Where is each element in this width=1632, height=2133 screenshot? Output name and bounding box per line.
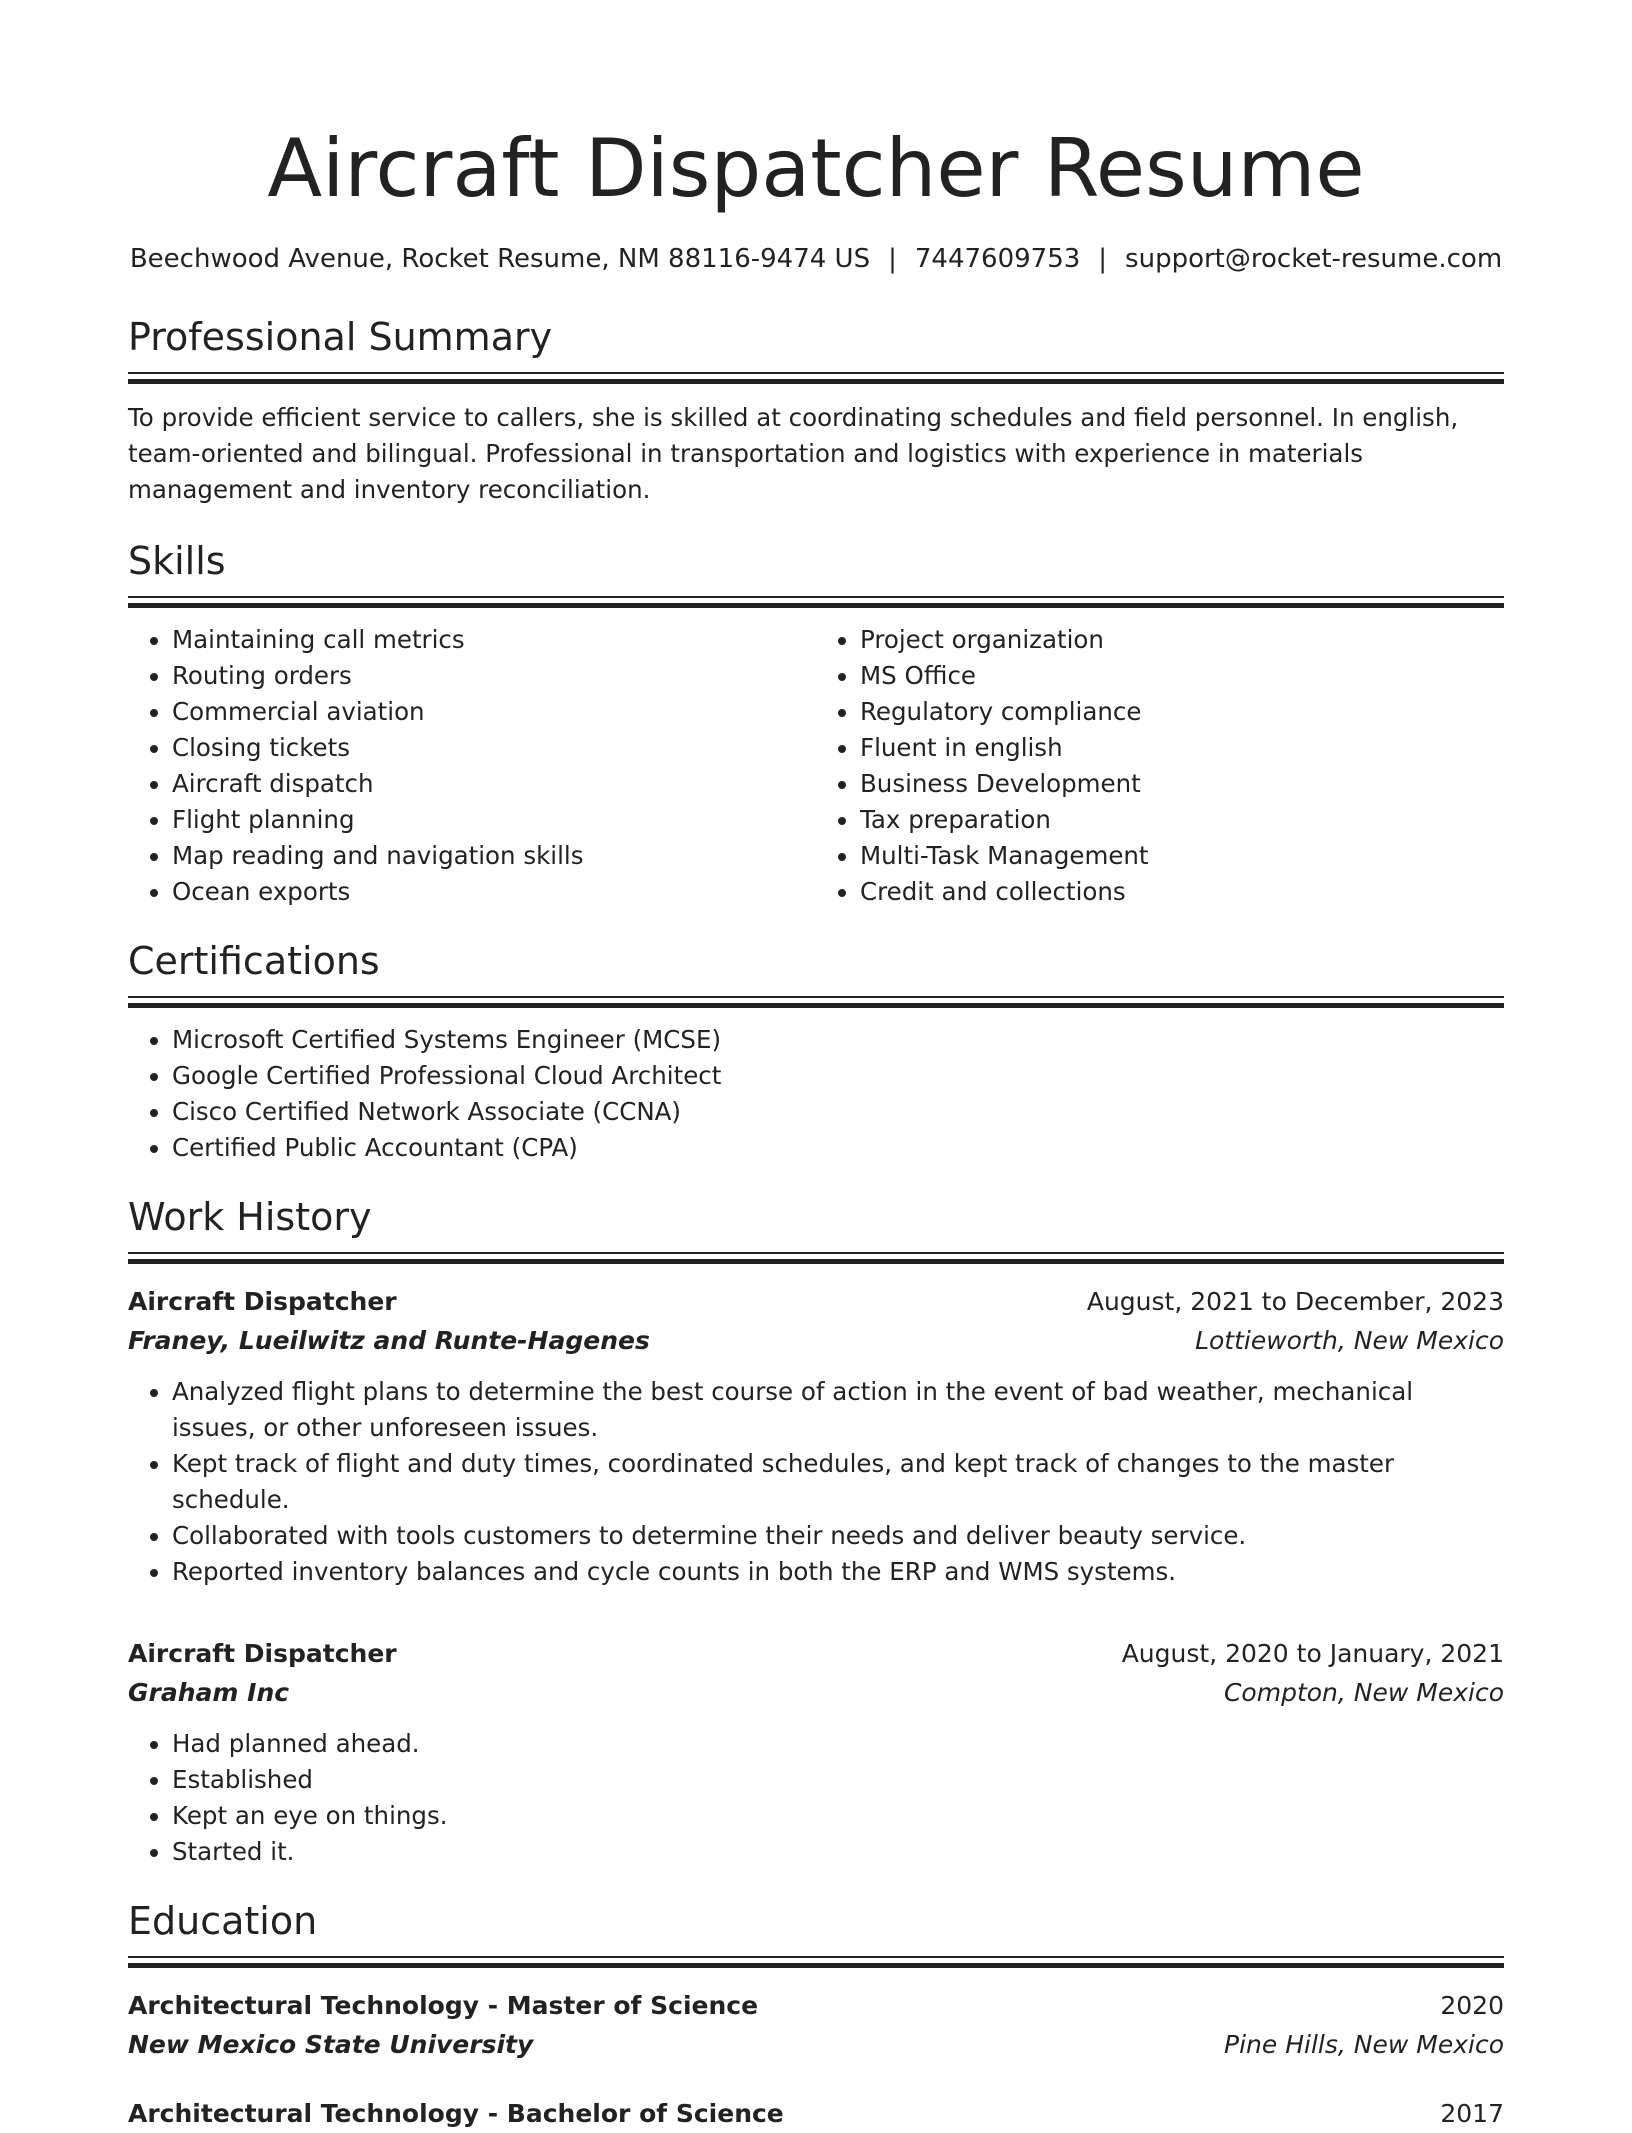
section-professional-summary xyxy=(128,314,1504,508)
job-dates: August, 2020 to January, 2021 xyxy=(1121,1639,1504,1668)
list-item: • Reported inventory balances and cycle counts in both the ERP and WMS systems. xyxy=(172,1554,1504,1590)
list-item: • Closing tickets xyxy=(172,730,816,766)
list-item: • Cisco Certified Network Associate (CCNA) xyxy=(172,1094,1504,1130)
list-item: • Map reading and navigation skills xyxy=(172,838,816,874)
resume-title: Aircraft Dispatcher Resume xyxy=(267,122,1365,215)
section-title: Certifications xyxy=(128,939,380,983)
education-year: 2017 xyxy=(1440,2099,1504,2128)
section-certifications xyxy=(128,938,1504,1166)
contact-separator: | xyxy=(1098,244,1108,274)
job-company: Graham Inc xyxy=(128,1678,290,1707)
job-company: Franey, Lueilwitz and Runte-Hagenes xyxy=(128,1326,650,1355)
list-item: • Aircraft dispatch xyxy=(172,766,816,802)
contact-email: support@rocket-resume.com xyxy=(1125,244,1503,274)
list-item: • Flight planning xyxy=(172,802,816,838)
contact-line xyxy=(128,242,1504,276)
education-degree: Architectural Technology - Bachelor of Science xyxy=(128,2099,784,2128)
list-item: • Tax preparation xyxy=(860,802,1504,838)
section-work-history xyxy=(128,1194,1504,1870)
list-item: • Multi-Task Management xyxy=(860,838,1504,874)
job-entry xyxy=(128,1282,1504,1590)
contact-address: Beechwood Avenue, Rocket Resume, NM 88116-9474 US xyxy=(129,244,871,274)
section-skills xyxy=(128,538,1504,910)
job-dates: August, 2021 to December, 2023 xyxy=(1086,1287,1504,1316)
education-year: 2020 xyxy=(1440,1991,1504,2020)
job-company-row xyxy=(128,1321,1504,1360)
job-header-row xyxy=(128,1282,1504,1321)
section-title: Education xyxy=(128,1899,318,1943)
list-item: • Maintaining call metrics xyxy=(172,622,816,658)
job-title: Aircraft Dispatcher xyxy=(128,1639,397,1668)
skills-grid xyxy=(128,608,1504,910)
education-school-row xyxy=(128,2025,1504,2064)
skills-list-left xyxy=(128,622,816,910)
list-item: • Google Certified Professional Cloud Architect xyxy=(172,1058,1504,1094)
job-location: Lottieworth, New Mexico xyxy=(1195,1326,1504,1355)
summary-text: To provide efficient service to callers, she is skilled at coordinating schedules and field personnel. In english, team-oriented and bilingual. Professional in transportation and logistics with experience in materials management and inventory reconciliation. xyxy=(128,403,1459,504)
list-item: • Routing orders xyxy=(172,658,816,694)
list-item: • Project organization xyxy=(860,622,1504,658)
education-degree-row xyxy=(128,2094,1504,2133)
education-entry xyxy=(128,2094,1504,2133)
list-item: • Analyzed flight plans to determine the best course of action in the event of bad weather, mechanical issues, or other unforeseen issues. xyxy=(172,1374,1504,1446)
list-item: • Certified Public Accountant (CPA) xyxy=(172,1130,1504,1166)
list-item: • MS Office xyxy=(860,658,1504,694)
section-education xyxy=(128,1898,1504,2133)
education-degree: Architectural Technology - Master of Science xyxy=(128,1991,759,2020)
list-item: • Regulatory compliance xyxy=(860,694,1504,730)
job-company-row xyxy=(128,1673,1504,1712)
section-divider xyxy=(128,1252,1504,1264)
section-divider xyxy=(128,1956,1504,1968)
education-location: Pine Hills, New Mexico xyxy=(1224,2030,1504,2059)
list-item: • Collaborated with tools customers to determine their needs and deliver beauty service. xyxy=(172,1518,1504,1554)
job-title: Aircraft Dispatcher xyxy=(128,1287,397,1316)
list-item: • Kept track of flight and duty times, coordinated schedules, and kept track of changes to the master schedule. xyxy=(172,1446,1504,1518)
job-location: Compton, New Mexico xyxy=(1223,1678,1504,1707)
list-item: • Business Development xyxy=(860,766,1504,802)
section-divider xyxy=(128,596,1504,608)
education-school: New Mexico State University xyxy=(128,2030,534,2059)
list-item: • Commercial aviation xyxy=(172,694,816,730)
skills-list-right xyxy=(816,622,1504,910)
contact-separator: | xyxy=(888,244,897,274)
job-entry xyxy=(128,1634,1504,1870)
section-divider xyxy=(128,372,1504,384)
section-title: Work History xyxy=(128,1195,372,1239)
education-entry xyxy=(128,1986,1504,2064)
certifications-list xyxy=(128,1022,1504,1166)
list-item: • Had planned ahead. xyxy=(172,1726,1504,1762)
job-bullets xyxy=(128,1374,1504,1590)
education-degree-row xyxy=(128,1986,1504,2025)
section-divider xyxy=(128,996,1504,1008)
list-item: • Fluent in english xyxy=(860,730,1504,766)
list-item: • Started it. xyxy=(172,1834,1504,1870)
contact-phone: 7447609753 xyxy=(914,244,1081,274)
list-item: • Kept an eye on things. xyxy=(172,1798,1504,1834)
section-title: Professional Summary xyxy=(128,315,553,359)
list-item: • Established xyxy=(172,1762,1504,1798)
job-bullets xyxy=(128,1726,1504,1870)
list-item: • Ocean exports xyxy=(172,874,816,910)
section-title: Skills xyxy=(128,539,226,583)
list-item: • Credit and collections xyxy=(860,874,1504,910)
job-header-row xyxy=(128,1634,1504,1673)
list-item: • Microsoft Certified Systems Engineer (MCSE) xyxy=(172,1022,1504,1058)
